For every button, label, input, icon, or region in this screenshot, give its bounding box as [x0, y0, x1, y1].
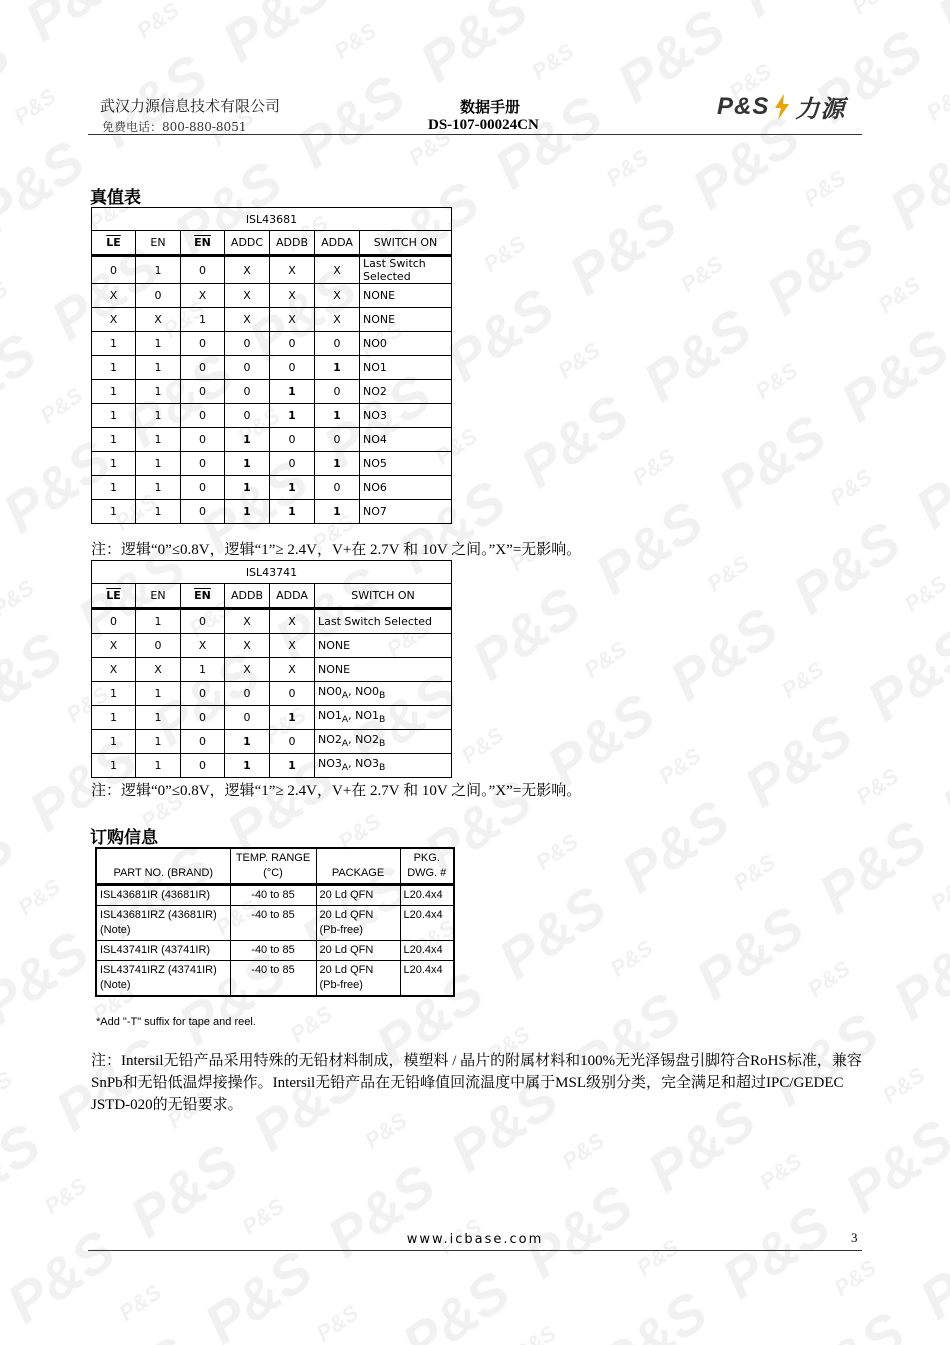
table-cell: 0: [270, 356, 315, 380]
table-cell: 1: [136, 380, 181, 404]
table-cell: X: [181, 634, 225, 658]
ps-logo: [717, 89, 845, 124]
table-cell: 1: [136, 476, 181, 500]
table-cell: 1: [225, 730, 270, 754]
table-cell: X: [225, 308, 270, 332]
table-row: [92, 754, 452, 778]
table-cell: 0: [315, 380, 360, 404]
truth-table-heading: 真值表: [90, 188, 141, 208]
logo-text-ps: P&S: [717, 92, 770, 120]
table-cell: 1: [315, 356, 360, 380]
table-cell: 1: [270, 404, 315, 428]
table-cell: 1: [92, 706, 136, 730]
table-cell: 1: [270, 476, 315, 500]
table-cell: 1: [92, 730, 136, 754]
table-cell: 1: [270, 754, 315, 778]
table-cell: 1: [136, 500, 181, 524]
table-cell: 0: [270, 682, 315, 706]
table-row: [92, 332, 452, 356]
col-header-en: EN: [136, 231, 181, 256]
table-cell: NO0: [360, 332, 452, 356]
table-cell: NO6: [360, 476, 452, 500]
lightning-bolt-icon: [773, 94, 791, 120]
table-cell: 0: [136, 634, 181, 658]
table-cell: ISL43681IR (43681IR): [96, 885, 230, 906]
table-cell: 1: [315, 404, 360, 428]
table-cell: 1: [225, 476, 270, 500]
table-cell: X: [225, 634, 270, 658]
table-cell: 1: [315, 500, 360, 524]
table-cell: 1: [225, 754, 270, 778]
table-cell: 20 Ld QFN: [316, 885, 400, 906]
table-cell: 1: [92, 404, 136, 428]
table-row: [92, 356, 452, 380]
table-cell: X: [315, 308, 360, 332]
table-row: [92, 428, 452, 452]
table-row: [92, 308, 452, 332]
table-cell: 1: [92, 380, 136, 404]
truth-table-isl43681: [91, 207, 452, 524]
truth-table-note-1: 注：逻辑“0”≤0.8V，逻辑“1”≥ 2.4V，V+在 2.7V 和 10V 之间。”X”=无影响。: [91, 542, 582, 558]
table-row: [96, 906, 454, 941]
table-cell: X: [225, 658, 270, 682]
table-cell: -40 to 85: [230, 906, 316, 941]
header-rule: [88, 134, 862, 135]
table-cell: 0: [315, 476, 360, 500]
table-cell: 1: [315, 452, 360, 476]
table-cell: 1: [136, 609, 181, 634]
table-cell: 20 Ld QFN (Pb-free): [316, 961, 400, 997]
table-cell: $NO1_A$, $NO1_B$: [315, 706, 452, 730]
table-cell: 1: [136, 754, 181, 778]
table-row: [92, 658, 452, 682]
table-cell: Last Switch Selected: [315, 609, 452, 634]
table-cell: 0: [181, 500, 225, 524]
truth-table-note-2: 注：逻辑“0”≤0.8V，逻辑“1”≥ 2.4V，V+在 2.7V 和 10V 之间。”X”=无影响。: [91, 783, 582, 799]
table-row: [92, 500, 452, 524]
col-header-switch-on: SWITCH ON: [315, 584, 452, 609]
table-cell: 0: [181, 476, 225, 500]
truth-table-isl43741: [91, 560, 452, 778]
table-cell: 1: [181, 308, 225, 332]
table-cell: X: [92, 658, 136, 682]
table-cell: 0: [225, 706, 270, 730]
col-header-en: EN: [136, 584, 181, 609]
table-cell: NO2: [360, 380, 452, 404]
table-cell: X: [270, 284, 315, 308]
table-cell: 1: [92, 500, 136, 524]
table-cell: X: [225, 284, 270, 308]
table-cell: 1: [136, 706, 181, 730]
table-cell: NONE: [315, 634, 452, 658]
table-cell: 0: [225, 404, 270, 428]
ordering-table: [95, 847, 455, 997]
table-cell: X: [181, 284, 225, 308]
table-cell: X: [270, 609, 315, 634]
table-cell: 0: [270, 452, 315, 476]
table-cell: 1: [92, 356, 136, 380]
table-cell: X: [92, 284, 136, 308]
table-cell: 1: [136, 730, 181, 754]
col-header-switch-on: SWITCH ON: [360, 231, 452, 256]
table-cell: 0: [181, 706, 225, 730]
table-cell: ISL43741IR (43741IR): [96, 941, 230, 961]
table-cell: X: [270, 658, 315, 682]
col-header-addb: ADDB: [225, 584, 270, 609]
table-row: [96, 885, 454, 906]
table-cell: Last Switch Selected: [360, 256, 452, 284]
table-cell: 1: [92, 452, 136, 476]
table-row: [92, 706, 452, 730]
col-header-addb: ADDB: [270, 231, 315, 256]
table-cell: NO5: [360, 452, 452, 476]
table-row: [96, 941, 454, 961]
table-cell: X: [92, 634, 136, 658]
table-cell: X: [315, 284, 360, 308]
table-cell: 0: [181, 380, 225, 404]
document-number: DS-107-00024CN: [428, 117, 539, 133]
table-cell: 0: [92, 609, 136, 634]
table-cell: 1: [225, 452, 270, 476]
table-cell: 0: [181, 754, 225, 778]
table-cell: 1: [92, 682, 136, 706]
table-cell: 0: [181, 256, 225, 284]
table-cell: 0: [181, 682, 225, 706]
table-cell: NO3: [360, 404, 452, 428]
page-number: 3: [851, 1230, 858, 1245]
table-caption: ISL43741: [92, 561, 452, 584]
table-cell: L20.4x4: [400, 906, 454, 941]
table-row: [92, 609, 452, 634]
ordering-heading: 订购信息: [90, 828, 158, 848]
table-cell: 0: [270, 730, 315, 754]
table-cell: 1: [92, 476, 136, 500]
table-cell: X: [225, 256, 270, 284]
table-cell: -40 to 85: [230, 961, 316, 997]
table-cell: 0: [92, 256, 136, 284]
document-title: 数据手册: [460, 98, 521, 116]
table-row: [92, 476, 452, 500]
col-header-le: $\overline{LE}$: [92, 231, 136, 256]
table-cell: NO4: [360, 428, 452, 452]
table-cell: 20 Ld QFN: [316, 941, 400, 961]
table-cell: 0: [315, 428, 360, 452]
table-cell: X: [136, 658, 181, 682]
table-cell: 1: [270, 706, 315, 730]
table-row: [92, 256, 452, 284]
table-row: [92, 634, 452, 658]
table-cell: X: [270, 256, 315, 284]
table-cell: NONE: [315, 658, 452, 682]
table-cell: 1: [270, 500, 315, 524]
col-header-adda: ADDA: [315, 231, 360, 256]
footer-rule: [88, 1250, 862, 1251]
table-cell: 0: [315, 332, 360, 356]
table-cell: 1: [136, 256, 181, 284]
table-cell: ISL43681IRZ (43681IR) (Note): [96, 906, 230, 941]
table-cell: 1: [136, 428, 181, 452]
table-cell: 0: [136, 284, 181, 308]
table-cell: X: [136, 308, 181, 332]
company-name: 武汉力源信息技术有限公司: [100, 97, 281, 115]
table-row: [92, 452, 452, 476]
table-cell: 1: [181, 658, 225, 682]
table-cell: NO7: [360, 500, 452, 524]
table-cell: NONE: [360, 308, 452, 332]
col-header-addc: ADDC: [225, 231, 270, 256]
col-header-en-bar: $\overline{EN}$: [181, 231, 225, 256]
table-cell: 0: [225, 356, 270, 380]
col-header-en-bar: $\overline{EN}$: [181, 584, 225, 609]
table-cell: -40 to 85: [230, 941, 316, 961]
table-cell: 1: [225, 500, 270, 524]
table-cell: X: [315, 256, 360, 284]
table-cell: 0: [181, 428, 225, 452]
table-cell: X: [270, 308, 315, 332]
table-cell: X: [225, 609, 270, 634]
table-cell: 1: [92, 428, 136, 452]
logo-text-cn: 力源: [795, 96, 846, 123]
col-header-adda: ADDA: [270, 584, 315, 609]
table-cell: 1: [136, 452, 181, 476]
table-row: [92, 404, 452, 428]
table-cell: 0: [225, 332, 270, 356]
table-cell: 1: [270, 380, 315, 404]
table-cell: L20.4x4: [400, 941, 454, 961]
table-cell: 1: [136, 404, 181, 428]
table-cell: 0: [181, 404, 225, 428]
col-header-temp-range: TEMP. RANGE (°C): [230, 848, 316, 885]
table-cell: 0: [181, 609, 225, 634]
table-cell: 1: [225, 428, 270, 452]
table-cell: 0: [181, 356, 225, 380]
table-cell: NONE: [360, 284, 452, 308]
table-caption: ISL43681: [92, 208, 452, 231]
table-cell: 0: [181, 452, 225, 476]
table-cell: $NO2_A$, $NO2_B$: [315, 730, 452, 754]
company-phone: 免费电话：800-880-8051: [102, 120, 247, 134]
col-header-pkg-dwg: PKG. DWG. #: [400, 848, 454, 885]
table-cell: X: [92, 308, 136, 332]
table-row: [92, 730, 452, 754]
suffix-note: *Add "-T" suffix for tape and reel.: [96, 1016, 256, 1028]
table-cell: 0: [225, 682, 270, 706]
col-header-package: PACKAGE: [316, 848, 400, 885]
col-header-part-no: PART NO. (BRAND): [96, 848, 230, 885]
table-cell: -40 to 85: [230, 885, 316, 906]
table-cell: 0: [181, 730, 225, 754]
table-cell: 0: [270, 428, 315, 452]
table-cell: 1: [92, 754, 136, 778]
table-cell: L20.4x4: [400, 885, 454, 906]
col-header-le: $\overline{LE}$: [92, 584, 136, 609]
table-cell: 1: [136, 682, 181, 706]
table-cell: 1: [92, 332, 136, 356]
table-cell: 0: [225, 380, 270, 404]
table-cell: 0: [181, 332, 225, 356]
table-cell: L20.4x4: [400, 961, 454, 997]
table-row: [96, 961, 454, 997]
table-row: [92, 284, 452, 308]
table-cell: 1: [136, 356, 181, 380]
table-row: [92, 682, 452, 706]
table-cell: $NO3_A$, $NO3_B$: [315, 754, 452, 778]
table-cell: 1: [136, 332, 181, 356]
table-cell: 20 Ld QFN (Pb-free): [316, 906, 400, 941]
table-cell: X: [270, 634, 315, 658]
table-cell: ISL43741IRZ (43741IR) (Note): [96, 961, 230, 997]
footer-url: www.icbase.com: [406, 1232, 544, 1247]
table-cell: NO1: [360, 356, 452, 380]
table-cell: $NO0_A$, $NO0_B$: [315, 682, 452, 706]
lead-free-note: 注：Intersil无铅产品采用特殊的无铅材料制成，模塑料 / 晶片的附属材料和100%无光泽锡盘引脚符合RoHS标准，兼容SnPb和无铅低温焊接操作。Intersil无铅产品在无铅峰值回流温度中属于MSL级别分类，完全满足和超过IPC/GEDEC JSTD-020的无铅要求。: [91, 1053, 862, 1113]
table-cell: 0: [270, 332, 315, 356]
table-row: [92, 380, 452, 404]
